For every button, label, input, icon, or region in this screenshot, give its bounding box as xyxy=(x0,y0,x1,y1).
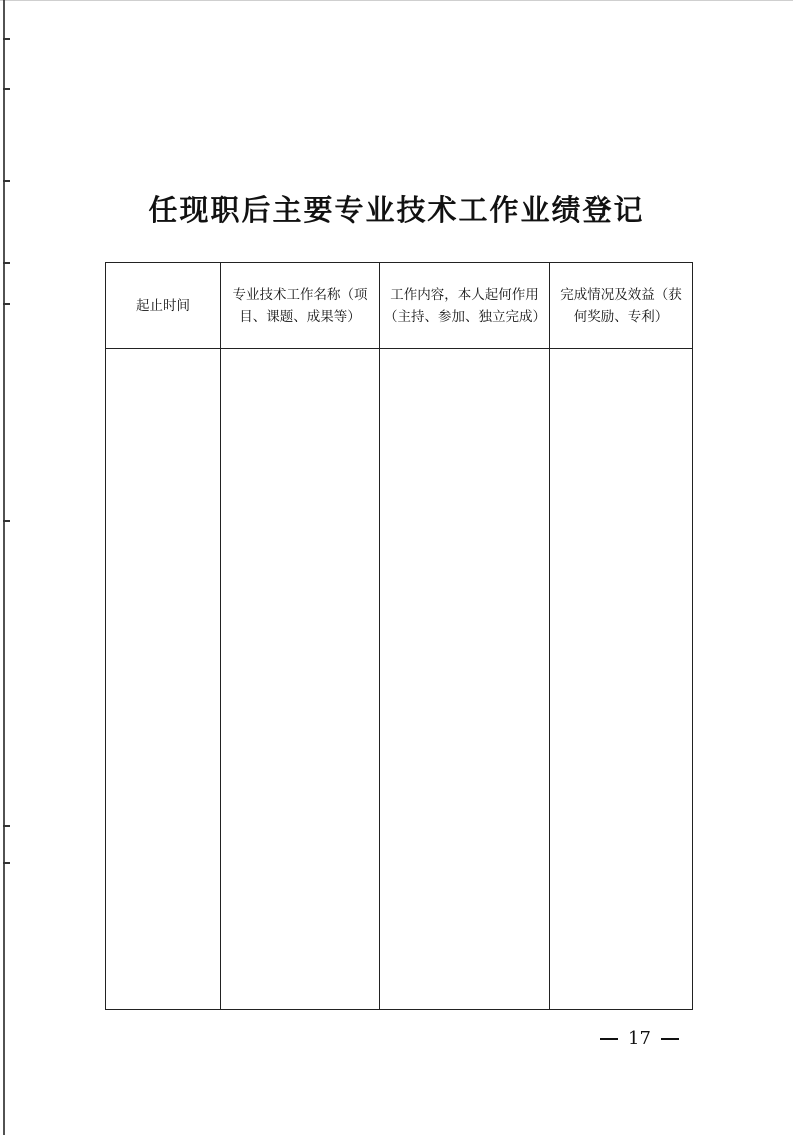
binding-mark xyxy=(3,303,10,305)
dash-right xyxy=(661,1038,679,1040)
binding-mark xyxy=(3,825,10,827)
header-completion-benefit: 完成情况及效益（获何奖励、专利） xyxy=(550,263,693,349)
header-work-name: 专业技术工作名称（项目、课题、成果等） xyxy=(221,263,380,349)
table-row xyxy=(106,349,693,1010)
header-work-content-role: 工作内容，本人起何作用（主持、参加、独立完成） xyxy=(380,263,550,349)
page-number: 17 xyxy=(628,1028,651,1049)
header-period: 起止时间 xyxy=(106,263,221,349)
binding-mark xyxy=(3,520,10,522)
page-footer xyxy=(590,1028,680,1052)
binding-mark xyxy=(3,862,10,864)
binding-mark xyxy=(3,180,10,182)
cell-period[interactable] xyxy=(106,349,221,1010)
cell-completion-benefit[interactable] xyxy=(550,349,693,1010)
cell-work-content-role[interactable] xyxy=(380,349,550,1010)
binding-margin-line xyxy=(3,0,5,1135)
binding-mark xyxy=(3,262,10,264)
table-header-row xyxy=(106,263,693,349)
page-title: 任现职后主要专业技术工作业绩登记 xyxy=(148,193,645,227)
binding-mark xyxy=(3,38,10,40)
cell-work-name[interactable] xyxy=(221,349,380,1010)
achievement-record-table xyxy=(105,262,693,1010)
dash-left xyxy=(600,1038,618,1040)
binding-mark xyxy=(3,88,10,90)
